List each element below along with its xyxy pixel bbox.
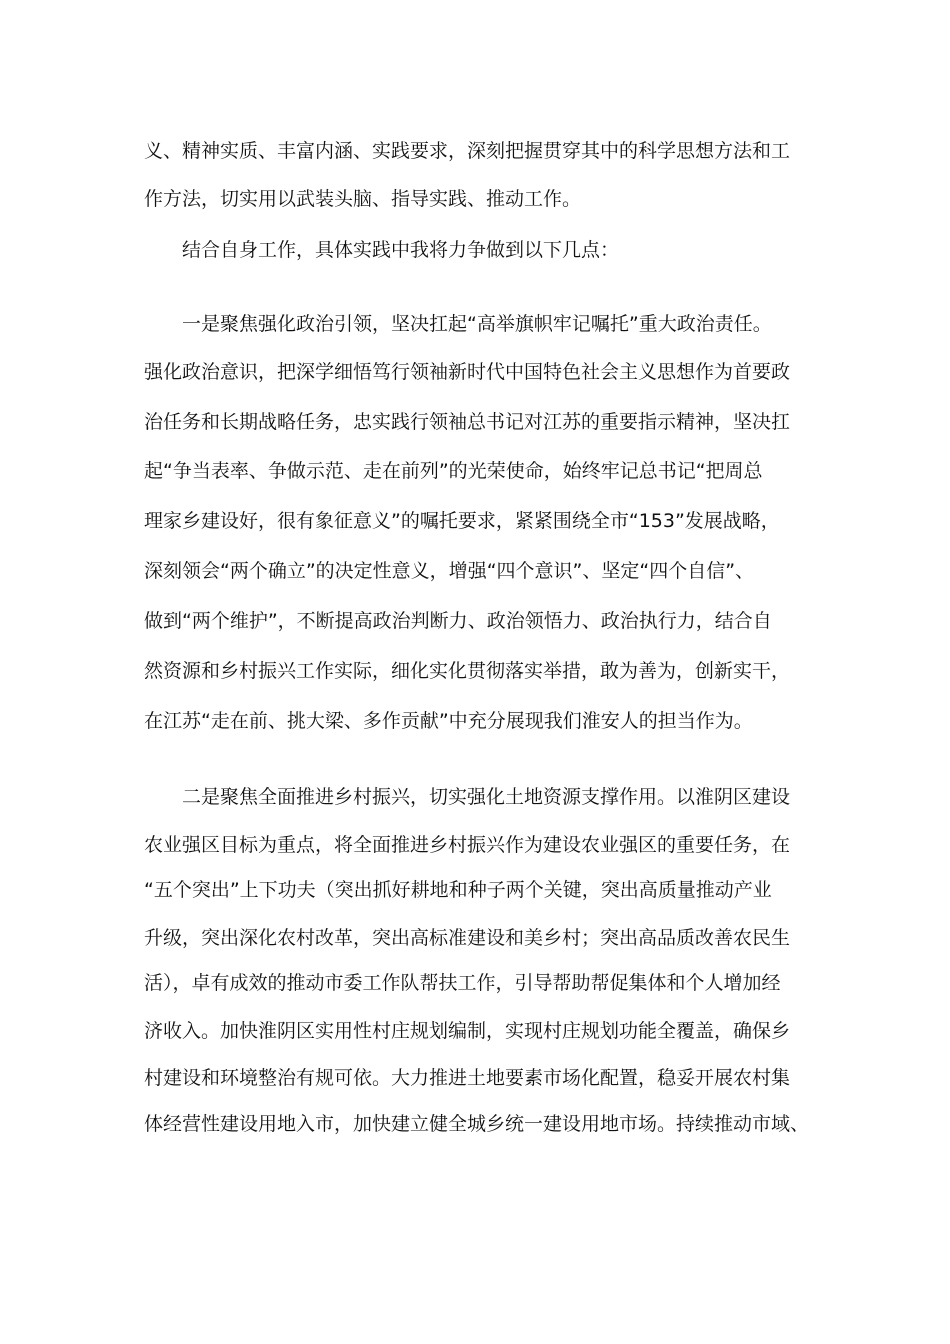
paragraph-3-line-7: 做到“两个维护”，不断提高政治判断力、政治领悟力、政治执行力，结合自 — [144, 610, 772, 632]
paragraph-4-line-6: 济收入。加快淮阴区实用性村庄规划编制，实现村庄规划功能全覆盖，确保乡 — [144, 1020, 791, 1042]
paragraph-3-line-6: 深刻领会“两个确立”的决定性意义，增强“四个意识”、坚定“四个自信”、 — [144, 560, 755, 582]
paragraph-3-line-2: 强化政治意识，把深学细悟笃行领袖新时代中国特色社会主义思想作为首要政 — [144, 361, 791, 383]
paragraph-4-line-7: 村建设和环境整治有规可依。大力推进土地要素市场化配置，稳妥开展农村集 — [144, 1067, 791, 1089]
paragraph-4-line-4: 升级，突出深化农村改革，突出高标准建设和美乡村；突出高品质改善农民生 — [144, 927, 791, 949]
paragraph-3-line-5: 理家乡建设好，很有象征意义”的嘱托要求，紧紧围绕全市“153”发展战略， — [144, 510, 780, 532]
paragraph-1-line-1: 义、精神实质、丰富内涵、实践要求，深刻把握贯穿其中的科学思想方法和工 — [144, 140, 791, 162]
paragraph-3-line-9: 在江苏“走在前、挑大梁、多作贡献”中充分展现我们淮安人的担当作为。 — [144, 710, 753, 732]
paragraph-3-line-3: 治任务和长期战略任务，忠实践行领袖总书记对江苏的重要指示精神，坚决扛 — [144, 411, 791, 433]
paragraph-4-line-1: 二是聚焦全面推进乡村振兴，切实强化土地资源支撑作用。以淮阴区建设 — [182, 786, 791, 808]
paragraph-4-line-2: 农业强区目标为重点，将全面推进乡村振兴作为建设农业强区的重要任务，在 — [144, 834, 791, 856]
paragraph-4-line-5: 活），卓有成效的推动市委工作队帮扶工作，引导帮助帮促集体和个人增加经 — [144, 972, 781, 994]
paragraph-4-line-3: “五个突出”上下功夫（突出抓好耕地和种子两个关键，突出高质量推动产业 — [144, 879, 772, 901]
paragraph-3-line-8: 然资源和乡村振兴工作实际，细化实化贯彻落实举措，敢为善为，创新实干， — [144, 660, 791, 682]
paragraph-4-line-8: 体经营性建设用地入市，加快建立健全城乡统一建设用地市场。持续推动市域、 — [144, 1113, 810, 1135]
paragraph-3-line-1: 一是聚焦强化政治引领，坚决扛起“高举旗帜牢记嘱托”重大政治责任。 — [182, 313, 772, 335]
paragraph-3-line-4: 起“争当表率、争做示范、走在前列”的光荣使命，始终牢记总书记“把周总 — [144, 460, 763, 482]
paragraph-2-line-1: 结合自身工作，具体实践中我将力争做到以下几点： — [182, 239, 620, 261]
paragraph-1-line-2: 作方法，切实用以武装头脑、指导实践、推动工作。 — [144, 188, 582, 210]
